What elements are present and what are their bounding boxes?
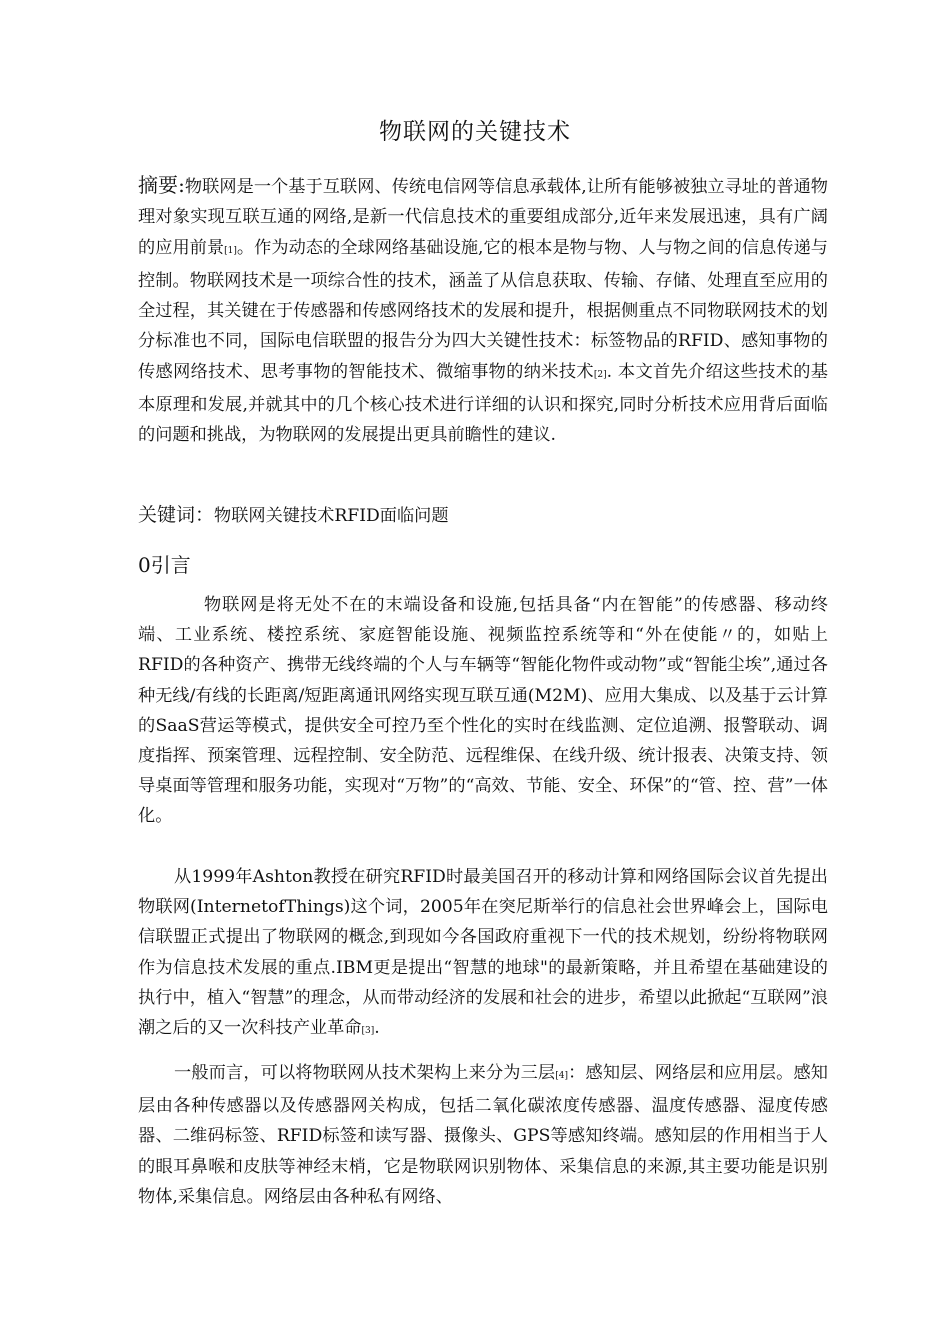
abstract-text-part2: 。作为动态的全球网络基础设施,它的根本是物与物、人与物之间的信息传递与控制。物联网技术是一项综合性的技术，涵盖了从信息获取、传输、存储、处理直至应用的全过程，其关键在于传感器和传感网络技术的发展和提升，根据侧重点不同物联网技术的划分标准也不同，国际电信联盟的报告分为四大关键性技术：标签物品的RFID、感知事物的传感网络技术、思考事物的智能技术、微缩事物的纳米技术 bbox=[138, 237, 828, 382]
abstract-text-part3: . 本文首先介绍这些技术的基本原理和发展,并就其中的几个核心技术进行详细的认识和探究,同时分析技术应用背后面临的问题和挑战，为物联网的发展提出更具前瞻性的建议. bbox=[138, 361, 828, 446]
abstract-label: 摘要: bbox=[138, 173, 185, 197]
intro-paragraph-2 bbox=[138, 862, 828, 1046]
keywords-label: 关键词： bbox=[138, 504, 215, 526]
citation-4: [4] bbox=[555, 1071, 569, 1081]
paragraph-3-text-2: ：感知层、网络层和应用层。感知层由各种传感器以及传感器网关构成，包括二氧化碳浓度传感器、温度传感器、湿度传感器、二维码标签、RFID标签和读写器、摄像头、GPS等感知终端。感知层的作用相当于人的眼耳鼻喉和皮肤等神经末梢，它是物联网识别物体、采集信息的来源,其主要功能是识别物体,采集信息。网络层由各种私有网络、 bbox=[138, 1063, 828, 1207]
intro-paragraph-3 bbox=[138, 1058, 828, 1212]
citation-2: [2] bbox=[593, 369, 607, 380]
citation-3: [3] bbox=[361, 1026, 375, 1037]
abstract-paragraph bbox=[138, 170, 828, 451]
paragraph-2-text: 从1999年Ashton教授在研究RFID时最美国召开的移动计算和网络国际会议首先提出物联网(InternetofThings)这个词，2005年在突尼斯举行的信息社会世界峰会上，国际电信联盟正式提出了物联网的概念,到现如今各国政府重视下一代的技术规划，纷纷将物联网作为信息技术发展的重点.IBM更是提出“智慧的地球"的最新策略，并且希望在基础建设的执行中，植入“智慧”的理念，从而带动经济的发展和社会的进步，希望以此掀起“互联网”浪潮之后的又一次科技产业革命 bbox=[138, 867, 828, 1039]
abstract-text-part1: 物联网是一个基于互联网、传统电信网等信息承载体,让所有能够被独立寻址的普通物理对象实现互联互通的网络,是新一代信息技术的重要组成部分,近年来发展迅速，具有广阔的应用前景 bbox=[138, 177, 828, 258]
paper-title: 物联网的关键技术 bbox=[379, 119, 571, 145]
intro-paragraph-1: 物联网是将无处不在的末端设备和设施,包括具备“内在智能”的传感器、移动终端、工业系统、楼控系统、家庭智能设施、视频监控系统等和“外在使能〃的，如贴上RFID的各种资产、携带无线终端的个人与车辆等“智能化物件或动物”或“智能尘埃”,通过各种无线/有线的长距离/短距离通讯网络实现互联互通(M2M)、应用大集成、以及基于云计算的SaaS营运等模式，提供安全可控乃至个性化的实时在线监测、定位追溯、报警联动、调度指挥、预案管理、远程控制、安全防范、远程维保、在线升级、统计报表、决策支持、领导桌面等管理和服务功能，实现对“万物”的“高效、节能、安全、环保”的“管、控、营”一体化。 bbox=[138, 595, 828, 827]
paragraph-2-tail: . bbox=[374, 1018, 380, 1039]
keywords-line bbox=[138, 501, 828, 530]
section-heading-introduction: 0引言 bbox=[138, 553, 191, 577]
citation-1: [1] bbox=[224, 245, 237, 256]
keywords-text: 物联网关键技术RFID面临问题 bbox=[214, 506, 449, 526]
paragraph-3-text-1: 一般而言，可以将物联网从技术架构上来分为三层 bbox=[174, 1063, 556, 1083]
